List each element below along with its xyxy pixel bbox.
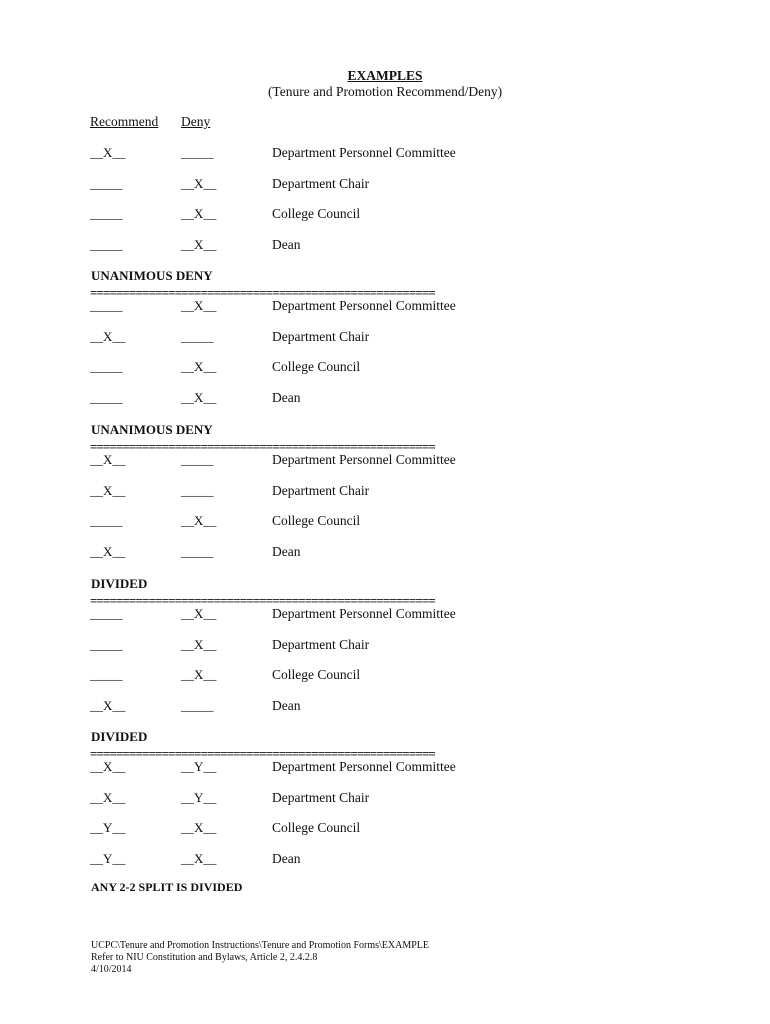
reviewer-label: Department Personnel Committee xyxy=(272,452,456,467)
deny-mark: _____ xyxy=(181,145,214,160)
recommend-mark: _____ xyxy=(90,359,123,375)
recommend-mark: _____ xyxy=(90,390,123,406)
final-note: ANY 2-2 SPLIT IS DIVIDED xyxy=(91,880,243,894)
deny-mark: __X__ xyxy=(181,851,217,867)
recommend-mark: _____ xyxy=(90,667,123,683)
recommend-mark: __X__ xyxy=(90,789,126,805)
reviewer-label: College Council xyxy=(272,513,361,529)
deny-mark: __X__ xyxy=(181,636,217,652)
recommend-column-header: Recommend xyxy=(90,114,159,129)
footer-reference: Refer to NIU Constitution and Bylaws, Article 2, 2.4.2.8 xyxy=(91,952,318,963)
deny-mark: __X__ xyxy=(181,206,217,222)
reviewer-label: College Council xyxy=(272,359,361,375)
deny-mark: __X__ xyxy=(181,820,217,836)
reviewer-label: Department Personnel Committee xyxy=(272,145,456,160)
recommend-mark: _____ xyxy=(90,636,123,652)
deny-mark: __X__ xyxy=(181,606,217,621)
deny-mark: _____ xyxy=(181,482,214,498)
reviewer-label: Department Chair xyxy=(272,328,370,344)
reviewer-label: Department Chair xyxy=(272,175,370,191)
deny-mark: _____ xyxy=(181,452,214,467)
document-subtitle: (Tenure and Promotion Recommend/Deny) xyxy=(267,84,503,99)
recommend-mark: __X__ xyxy=(90,145,126,160)
section-divider-rule: ===================================================== xyxy=(90,594,435,607)
reviewer-label: Dean xyxy=(272,544,301,560)
section-divider-rule: ===================================================== xyxy=(90,286,435,299)
reviewer-label: Department Personnel Committee xyxy=(272,298,456,313)
section-heading: UNANIMOUS DENY xyxy=(91,268,213,283)
reviewer-label: Department Chair xyxy=(272,482,370,498)
footer-path: UCPC\Tenure and Promotion Instructions\Tenure and Promotion Forms\EXAMPLE xyxy=(91,940,430,951)
deny-mark: __Y__ xyxy=(181,759,217,774)
reviewer-label: Department Personnel Committee xyxy=(272,606,456,621)
recommend-mark: __X__ xyxy=(90,328,126,344)
section-divider-rule: ===================================================== xyxy=(90,440,435,453)
deny-mark: _____ xyxy=(181,698,214,714)
recommend-mark: __X__ xyxy=(90,452,126,467)
recommend-mark: _____ xyxy=(90,237,123,253)
reviewer-label: Department Chair xyxy=(272,789,370,805)
deny-mark: __Y__ xyxy=(181,789,217,805)
reviewer-label: College Council xyxy=(272,820,361,836)
document-footer xyxy=(91,940,429,976)
reviewer-label: Dean xyxy=(272,390,301,406)
deny-mark: _____ xyxy=(181,544,214,560)
section-heading: DIVIDED xyxy=(91,729,148,744)
recommend-mark: __Y__ xyxy=(90,851,126,867)
deny-mark: _____ xyxy=(181,328,214,344)
recommend-mark: __X__ xyxy=(90,698,126,714)
deny-mark: __X__ xyxy=(181,359,217,375)
recommend-mark: _____ xyxy=(90,175,123,191)
deny-mark: __X__ xyxy=(181,175,217,191)
deny-mark: __X__ xyxy=(181,667,217,683)
section-heading: DIVIDED xyxy=(91,576,148,591)
reviewer-label: College Council xyxy=(272,206,361,222)
reviewer-label: Dean xyxy=(272,851,301,867)
reviewer-label: College Council xyxy=(272,667,361,683)
deny-mark: __X__ xyxy=(181,390,217,406)
recommend-mark: __X__ xyxy=(90,482,126,498)
deny-column-header: Deny xyxy=(181,114,211,129)
recommend-mark: _____ xyxy=(90,298,123,313)
deny-mark: __X__ xyxy=(181,298,217,313)
reviewer-label: Department Chair xyxy=(272,636,370,652)
recommend-mark: __X__ xyxy=(90,544,126,560)
recommend-mark: __X__ xyxy=(90,759,126,774)
document-title: EXAMPLES xyxy=(347,68,423,83)
reviewer-label: Dean xyxy=(272,237,301,253)
recommend-mark: _____ xyxy=(90,606,123,621)
section-divider-rule: ===================================================== xyxy=(90,747,435,760)
footer-date: 4/10/2014 xyxy=(91,964,132,975)
deny-mark: __X__ xyxy=(181,513,217,529)
recommend-mark: _____ xyxy=(90,206,123,222)
reviewer-label: Department Personnel Committee xyxy=(272,759,456,774)
reviewer-label: Dean xyxy=(272,698,301,714)
deny-mark: __X__ xyxy=(181,237,217,253)
recommend-mark: _____ xyxy=(90,513,123,529)
recommend-mark: __Y__ xyxy=(90,820,126,836)
section-heading: UNANIMOUS DENY xyxy=(91,422,213,437)
